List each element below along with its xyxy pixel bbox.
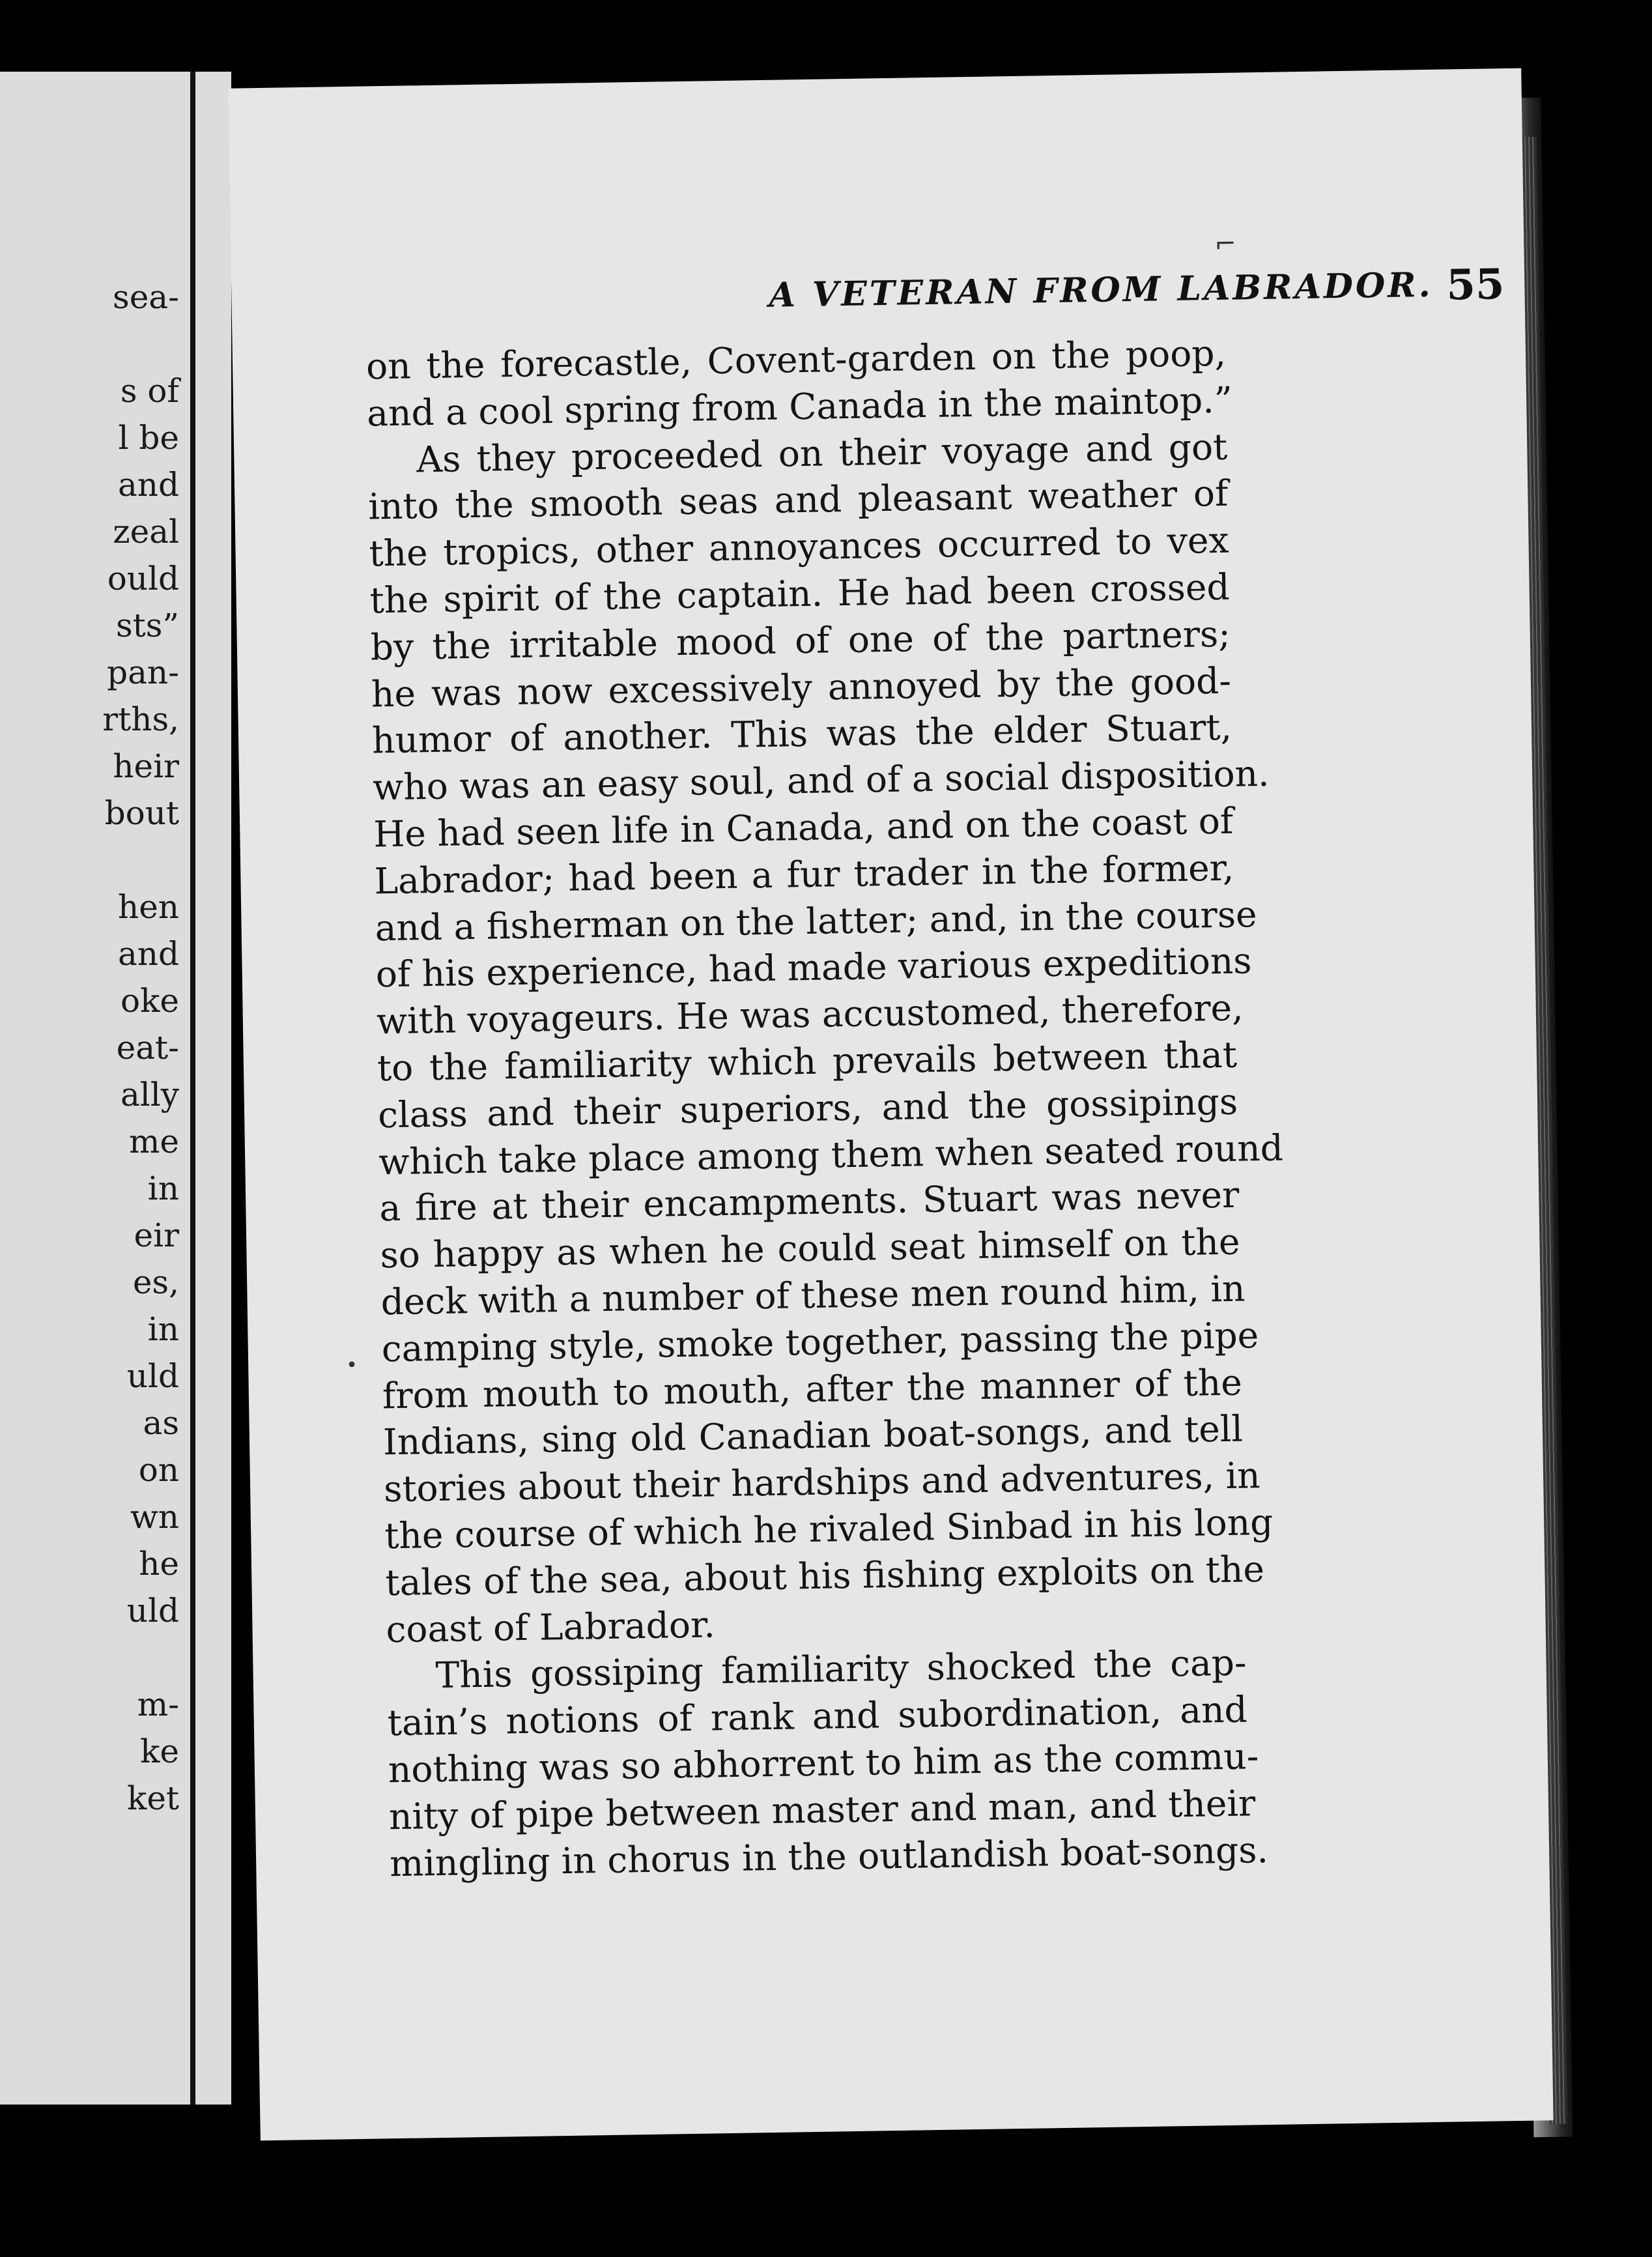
previous-page-fragment: wn	[130, 1498, 179, 1536]
text-line: the tropics, other annoyances occurred to vex	[369, 519, 1229, 575]
text-line: with voyageurs. He was accustomed, therefore,	[376, 986, 1244, 1042]
text-line: who was an easy soul, and of a social disposition.	[372, 752, 1270, 809]
previous-page-fragment: s of	[120, 372, 179, 410]
previous-page-fragment: bout	[104, 794, 179, 832]
text-line: camping style, smoke together, passing the pipe	[381, 1314, 1259, 1370]
previous-page-fragment: heir	[113, 747, 179, 785]
text-line: and a cool spring from Canada in the maintop.”	[366, 379, 1233, 435]
text-line: so happy as when he could seat himself on the	[380, 1220, 1240, 1276]
previous-page-fragment: zeal	[113, 513, 179, 551]
body-text	[365, 330, 1284, 1888]
previous-page-fragment	[0, 1634, 179, 1681]
text-line: mingling in chorus in the outlandish boat-songs.	[389, 1828, 1269, 1884]
text-line: and a fisherman on the latter; and, in the course	[375, 893, 1258, 949]
text-line: a fire at their encampments. Stuart was never	[378, 1173, 1240, 1229]
previous-page-fragment: ould	[107, 560, 179, 597]
previous-page-fragment: hen	[118, 888, 179, 926]
text-line: nothing was so abhorrent to him as the commu-	[388, 1735, 1259, 1791]
previous-page-fragment: sts”	[116, 607, 179, 644]
text-line: He had seen life in Canada, and on the coast of	[373, 799, 1234, 855]
previous-page-fragment: ke	[140, 1732, 179, 1770]
previous-page-fragment	[0, 321, 179, 367]
text-line: nity of pipe between master and man, and their	[388, 1782, 1256, 1837]
previous-page-fragment: me	[128, 1123, 179, 1160]
previous-page-fragment: uld	[126, 1592, 179, 1630]
previous-page-fragment: on	[138, 1451, 179, 1489]
previous-page-fragment: and	[117, 935, 179, 973]
text-line: As they proceeded on their voyage and got	[416, 425, 1228, 480]
previous-page-fragment: es,	[132, 1263, 179, 1301]
previous-page-fragment: as	[143, 1404, 179, 1442]
text-line: coast of Labrador.	[386, 1603, 716, 1650]
ink-dot-icon: •	[345, 1353, 358, 1377]
previous-page-fragment: ally	[120, 1076, 179, 1114]
previous-page-fragment: eat-	[116, 1029, 179, 1067]
text-line: Indians, sing old Canadian boat-songs, and tell	[382, 1407, 1244, 1463]
previous-page-fragment: l be	[118, 419, 179, 457]
previous-page-fragment: ket	[127, 1779, 179, 1817]
text-line: from mouth to mouth, after the manner of the	[382, 1361, 1243, 1416]
text-line: deck with a number of these men round him, in	[380, 1267, 1246, 1323]
text-line: the course of which he rivaled Sinbad in his long	[384, 1501, 1274, 1557]
text-line: humor of another. This was the elder Stuart,	[371, 706, 1232, 762]
previous-page-fragment: eir	[134, 1216, 179, 1254]
text-line: of his experience, had made various expeditions	[375, 940, 1252, 996]
previous-page-fragment: he	[139, 1545, 179, 1583]
previous-page-fragment: and	[117, 466, 179, 504]
previous-page-fragment: pan-	[107, 654, 179, 691]
text-line: stories about their hardships and adventures, in	[383, 1454, 1261, 1510]
text-line: This gossiping familiarity shocked the cap-	[435, 1641, 1247, 1697]
running-head	[528, 260, 1505, 319]
text-line: into the smooth seas and pleasant weather of	[367, 472, 1229, 528]
previous-page-fragment: m-	[137, 1686, 179, 1723]
page-number: 55	[1445, 260, 1505, 310]
text-line: on the forecastle, Covent-garden on the poop,	[365, 332, 1227, 388]
text-line: he was now excessively annoyed by the good-	[371, 659, 1232, 715]
previous-page-fragment: sea-	[113, 278, 179, 316]
previous-page-fragment	[0, 837, 179, 884]
text-line: the spirit of the captain. He had been crossed	[369, 566, 1231, 622]
running-head-title: A VETERAN FROM LABRADOR.	[768, 265, 1434, 315]
book-page	[228, 68, 1553, 2141]
previous-page-fragment: in	[147, 1310, 179, 1348]
pencil-mark-icon: ⌐	[1214, 229, 1237, 260]
text-line: Labrador; had been a fur trader in the former,	[374, 846, 1234, 902]
previous-page-fragment: in	[147, 1170, 179, 1207]
text-line: tain’s notions of rank and subordination, and	[387, 1688, 1248, 1744]
previous-page-fragment: oke	[121, 982, 179, 1020]
previous-page-fragment: rths,	[102, 700, 179, 738]
gutter-shadow	[190, 72, 195, 2105]
text-line: tales of the sea, about his fishing exploits on the	[384, 1547, 1265, 1603]
previous-page-text-edge	[0, 274, 179, 1822]
previous-page-fragment: uld	[126, 1357, 179, 1395]
text-line: which take place among them when seated round	[378, 1127, 1284, 1183]
text-line: by the irritable mood of one of the partners;	[370, 612, 1231, 668]
text-line: to the familiarity which prevails between that	[377, 1033, 1238, 1089]
text-line: class and their superiors, and the gossipings	[377, 1080, 1238, 1136]
